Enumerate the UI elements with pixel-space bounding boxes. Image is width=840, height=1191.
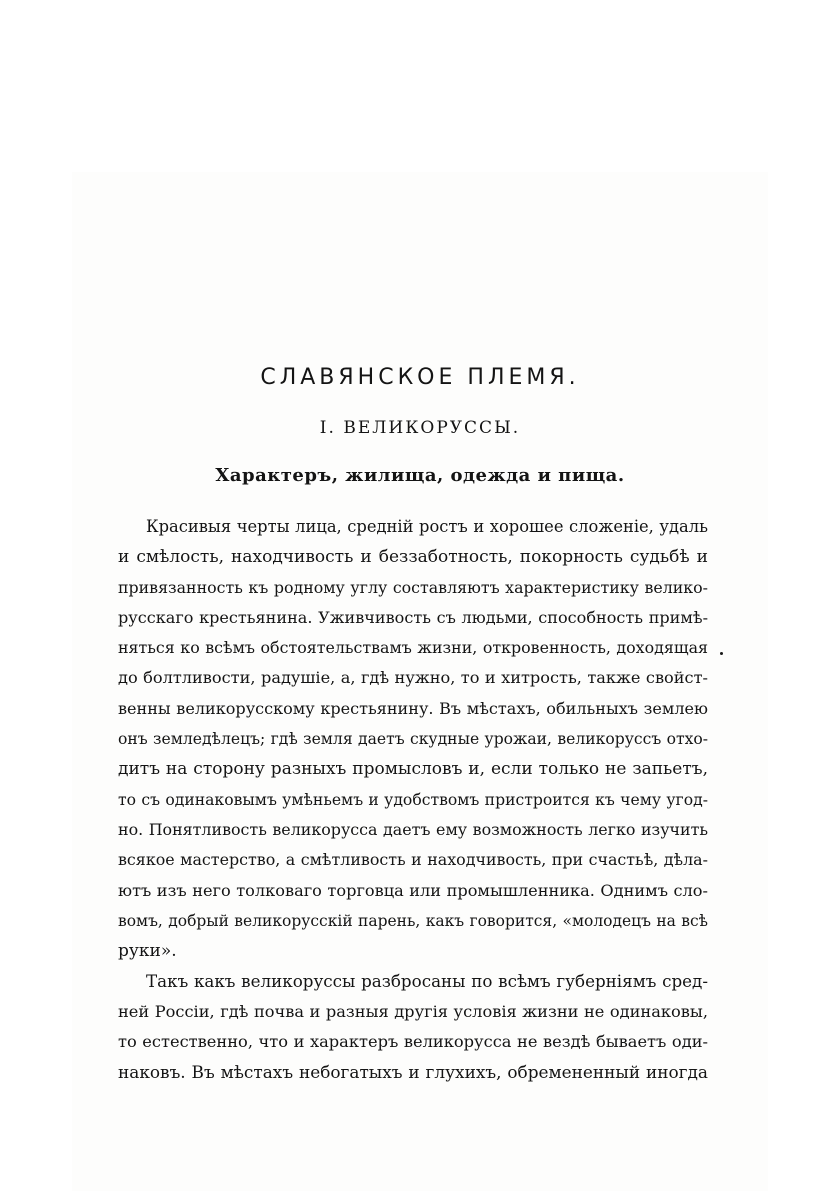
text-line: онъ земледѣлецъ; гдѣ земля даетъ скудные урожаи, великоруссъ отхо- — [118, 730, 708, 749]
text-line: всякое мастерство, а смѣтливость и находчивость, при счастьѣ, дѣла- — [118, 850, 708, 870]
text-line: ней Россіи, гдѣ почва и разныя другія условія жизни не одинаковы, — [118, 1001, 708, 1021]
text-line: Красивыя черты лица, средній ростъ и хорошее сложеніе, удаль — [146, 517, 708, 536]
text-line: наковъ. Въ мѣстахъ небогатыхъ и глухихъ, обремененный иногда — [118, 1062, 708, 1083]
text-line: вомъ, добрый великорусскій парень, какъ говорится, «молодецъ на всѣ — [118, 911, 708, 930]
text-line: то естественно, что и характеръ великорусса не вездѣ бываетъ оди- — [118, 1032, 708, 1052]
text-line: ютъ изъ него толковаго торговца или промышленника. Однимъ сло- — [118, 880, 708, 900]
text-line: руки». — [118, 941, 177, 962]
text-line: то съ одинаковымъ умѣньемъ и удобствомъ пристроится къ чему угод- — [118, 790, 708, 809]
text-line: Такъ какъ великоруссы разбросаны по всѣмъ губерніямъ сред- — [146, 971, 708, 992]
text-line: русскаго крестьянина. Уживчивость съ людьми, способность примѣ- — [118, 607, 708, 627]
text-line: до болтливости, радушіе, а, гдѣ нужно, то и хитрость, также свойст- — [118, 668, 708, 688]
text-line: няться ко всѣмъ обстоятельствамъ жизни, откровенность, доходящая — [118, 638, 708, 658]
text-line: венны великорусскому крестьянину. Въ мѣстахъ, обильныхъ землею — [118, 698, 708, 718]
text-line: но. Понятливость великорусса даетъ ему возможность легко изучить — [118, 819, 708, 839]
paragraph-2 — [118, 966, 708, 1087]
margin-ink-dot — [720, 652, 723, 655]
chapter-title: СЛАВЯНСКОЕ ПЛЕМЯ. — [260, 365, 580, 390]
text-line: и смѣлость, находчивость и беззаботность, покорность судьбѣ и — [118, 547, 708, 568]
body-text — [118, 512, 708, 1088]
subsection-title: Характеръ, жилища, одежда и пища. — [215, 465, 625, 486]
section-title: I. ВЕЛИКОРУССЫ. — [319, 418, 521, 438]
paragraph-1 — [118, 512, 708, 966]
text-line: привязанность къ родному углу составляютъ характеристику велико- — [118, 577, 708, 597]
text-line: дитъ на сторону разныхъ промысловъ и, если только не запьетъ, — [118, 759, 708, 780]
